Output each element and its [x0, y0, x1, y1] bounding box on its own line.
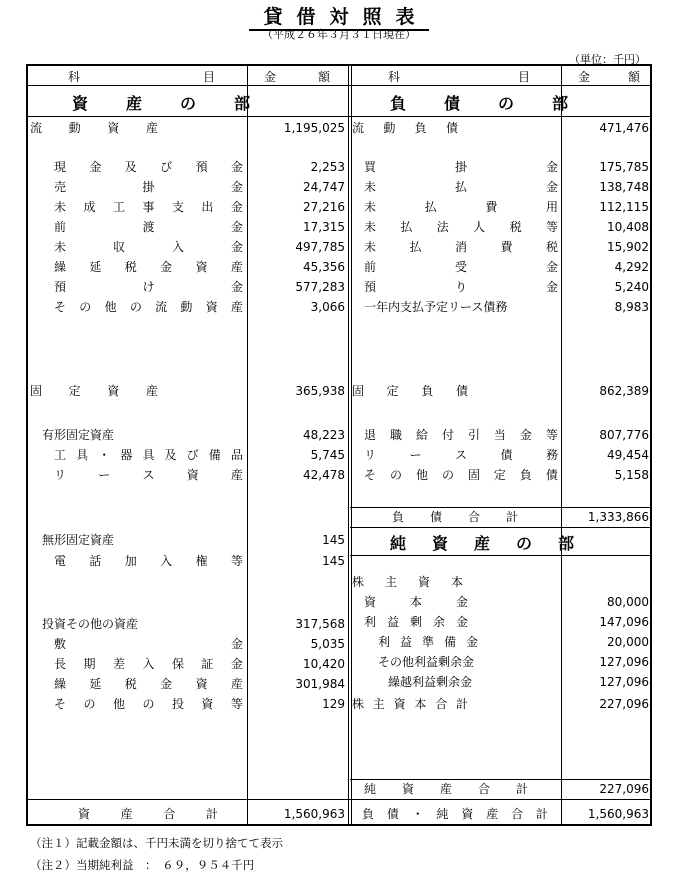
assets-label: 電 話 加 入 権 等 — [54, 554, 243, 568]
assets-label: 未 成 工 事 支 出 金 — [54, 200, 243, 214]
liabilities-label: 未 払 費 用 — [364, 200, 558, 214]
assets-label: 敷 金 — [54, 637, 243, 651]
header-item-right-end: 目 — [518, 70, 531, 84]
section-liabilities: 負債の部 — [390, 94, 607, 113]
liabilities-label: 未 払 金 — [364, 180, 558, 194]
net_assets-value: 227,096 — [599, 697, 649, 711]
liabilities-value: 4,292 — [614, 260, 649, 274]
divider — [28, 85, 650, 86]
assets-value: 27,216 — [303, 200, 345, 214]
assets-value: 301,984 — [295, 677, 345, 691]
header-amount-right: 金 — [578, 70, 591, 84]
liabilities-label: 預 り 金 — [364, 280, 558, 294]
liabilities-label: 未 払 法 人 税 等 — [364, 220, 558, 234]
assets-value: 317,568 — [295, 617, 345, 631]
note-1: （注１）記載金額は、千円未満を切り捨てて表示 — [30, 836, 283, 850]
divider — [350, 555, 650, 556]
net_assets-value: 127,096 — [599, 675, 649, 689]
liabilities-value: 5,240 — [614, 280, 649, 294]
assets-value: 17,315 — [303, 220, 345, 234]
assets-label: 投資その他の資産 — [42, 617, 139, 631]
header-amount-left: 金 — [264, 70, 277, 84]
header-item-left-end: 目 — [203, 70, 216, 84]
assets-total-label: 資 産 合 計 — [78, 807, 218, 821]
liabilities-label: 未 払 消 費 税 — [364, 240, 558, 254]
assets-value: 497,785 — [295, 240, 345, 254]
net_assets-label: 利 益 準 備 金 — [378, 635, 478, 649]
assets-label: 固 定 資 産 — [30, 384, 158, 398]
unit-label: （単位：千円） — [569, 53, 646, 66]
section-net-assets: 純資産の部 — [390, 534, 601, 553]
net_assets-value: 20,000 — [607, 635, 649, 649]
liabilities-value: 10,408 — [607, 220, 649, 234]
assets-label: 前 渡 金 — [54, 220, 243, 234]
assets-value: 5,035 — [310, 637, 345, 651]
assets-label: 有形固定資産 — [42, 428, 115, 442]
liabilities-label: 買 掛 金 — [364, 160, 558, 174]
assets-label: 現 金 及 び 預 金 — [54, 160, 243, 174]
net_assets-label: 株 主 資 本 — [352, 575, 463, 589]
assets-label: そ の 他 の 投 資 等 — [54, 697, 243, 711]
assets-value: 45,356 — [303, 260, 345, 274]
net_assets-label: 純 資 産 合 計 — [364, 782, 528, 796]
liabilities-value: 807,776 — [599, 428, 649, 442]
liabilities-label: 流 動 負 債 — [352, 121, 458, 135]
liabilities-label: 一年内支払予定リース債務 — [364, 300, 508, 314]
liabilities-label: 負 債 合 計 — [392, 510, 518, 524]
header-item-left: 科 — [68, 70, 81, 84]
net_assets-value: 127,096 — [599, 655, 649, 669]
net_assets-label: その他利益剰余金 — [378, 655, 475, 669]
divider — [350, 527, 650, 528]
assets-label: 預 け 金 — [54, 280, 243, 294]
liabilities-value: 5,158 — [614, 468, 649, 482]
liabilities-label: リ ー ス 債 務 — [364, 448, 558, 462]
assets-label: 繰 延 税 金 資 産 — [54, 677, 243, 691]
header-item-right: 科 — [388, 70, 401, 84]
net_assets-value: 227,096 — [599, 782, 649, 796]
net_assets-value: 147,096 — [599, 615, 649, 629]
divider — [28, 116, 650, 117]
assets-value: 24,747 — [303, 180, 345, 194]
section-assets: 資産の部 — [72, 94, 289, 113]
liab-net-total-value: 1,560,963 — [587, 807, 649, 821]
liabilities-value: 112,115 — [599, 200, 649, 214]
balance-sheet-table — [26, 64, 652, 826]
liabilities-value: 1,333,866 — [587, 510, 649, 524]
net_assets-value: 80,000 — [607, 595, 649, 609]
document-title: 貸借対照表 — [0, 2, 678, 29]
assets-label: 売 掛 金 — [54, 180, 243, 194]
net_assets-label: 繰越利益剰余金 — [388, 675, 473, 689]
assets-label: 長 期 差 入 保 証 金 — [54, 657, 243, 671]
liabilities-value: 138,748 — [599, 180, 649, 194]
assets-value: 42,478 — [303, 468, 345, 482]
liabilities-label: 前 受 金 — [364, 260, 558, 274]
liabilities-value: 8,983 — [614, 300, 649, 314]
assets-value: 577,283 — [295, 280, 345, 294]
liabilities-label: 固 定 負 債 — [352, 384, 468, 398]
liabilities-value: 471,476 — [599, 121, 649, 135]
assets-value: 48,223 — [303, 428, 345, 442]
divider — [350, 507, 650, 508]
assets-value: 5,745 — [310, 448, 345, 462]
assets-value: 3,066 — [310, 300, 345, 314]
assets-label: そ の 他 の 流 動 資 産 — [54, 300, 243, 314]
assets-label: 繰 延 税 金 資 産 — [54, 260, 243, 274]
assets-value: 1,195,025 — [283, 121, 345, 135]
liab-net-total-label: 負 債 ・ 純 資 産 合 計 — [362, 807, 548, 821]
assets-value: 145 — [322, 554, 345, 568]
divider — [28, 799, 650, 800]
note-2: （注２）当期純利益 ： ６９，９５４千円 — [30, 858, 255, 872]
liabilities-value: 862,389 — [599, 384, 649, 398]
liabilities-label: そ の 他 の 固 定 負 債 — [364, 468, 558, 482]
assets-value: 10,420 — [303, 657, 345, 671]
net_assets-label: 株 主 資 本 合 計 — [352, 697, 468, 711]
assets-total-value: 1,560,963 — [283, 807, 345, 821]
as-of-date: （平成２６年３月３１日現在） — [262, 28, 416, 41]
assets-label: 流 動 資 産 — [30, 121, 158, 135]
header-amount-left-end: 額 — [318, 70, 331, 84]
liabilities-label: 退 職 給 付 引 当 金 等 — [364, 428, 558, 442]
header-amount-right-end: 額 — [628, 70, 641, 84]
assets-label: 無形固定資産 — [42, 533, 115, 547]
net_assets-label: 資 本 金 — [364, 595, 468, 609]
assets-label: 未 収 入 金 — [54, 240, 243, 254]
assets-label: リ ー ス 資 産 — [54, 468, 243, 482]
assets-value: 129 — [322, 697, 345, 711]
assets-value: 2,253 — [310, 160, 345, 174]
net_assets-label: 利 益 剰 余 金 — [364, 615, 468, 629]
liabilities-value: 175,785 — [599, 160, 649, 174]
assets-value: 365,938 — [295, 384, 345, 398]
assets-value: 145 — [322, 533, 345, 547]
liabilities-value: 15,902 — [607, 240, 649, 254]
assets-label: 工 具 ・ 器 具 及 び 備 品 — [54, 448, 243, 462]
divider — [350, 779, 650, 780]
liabilities-value: 49,454 — [607, 448, 649, 462]
